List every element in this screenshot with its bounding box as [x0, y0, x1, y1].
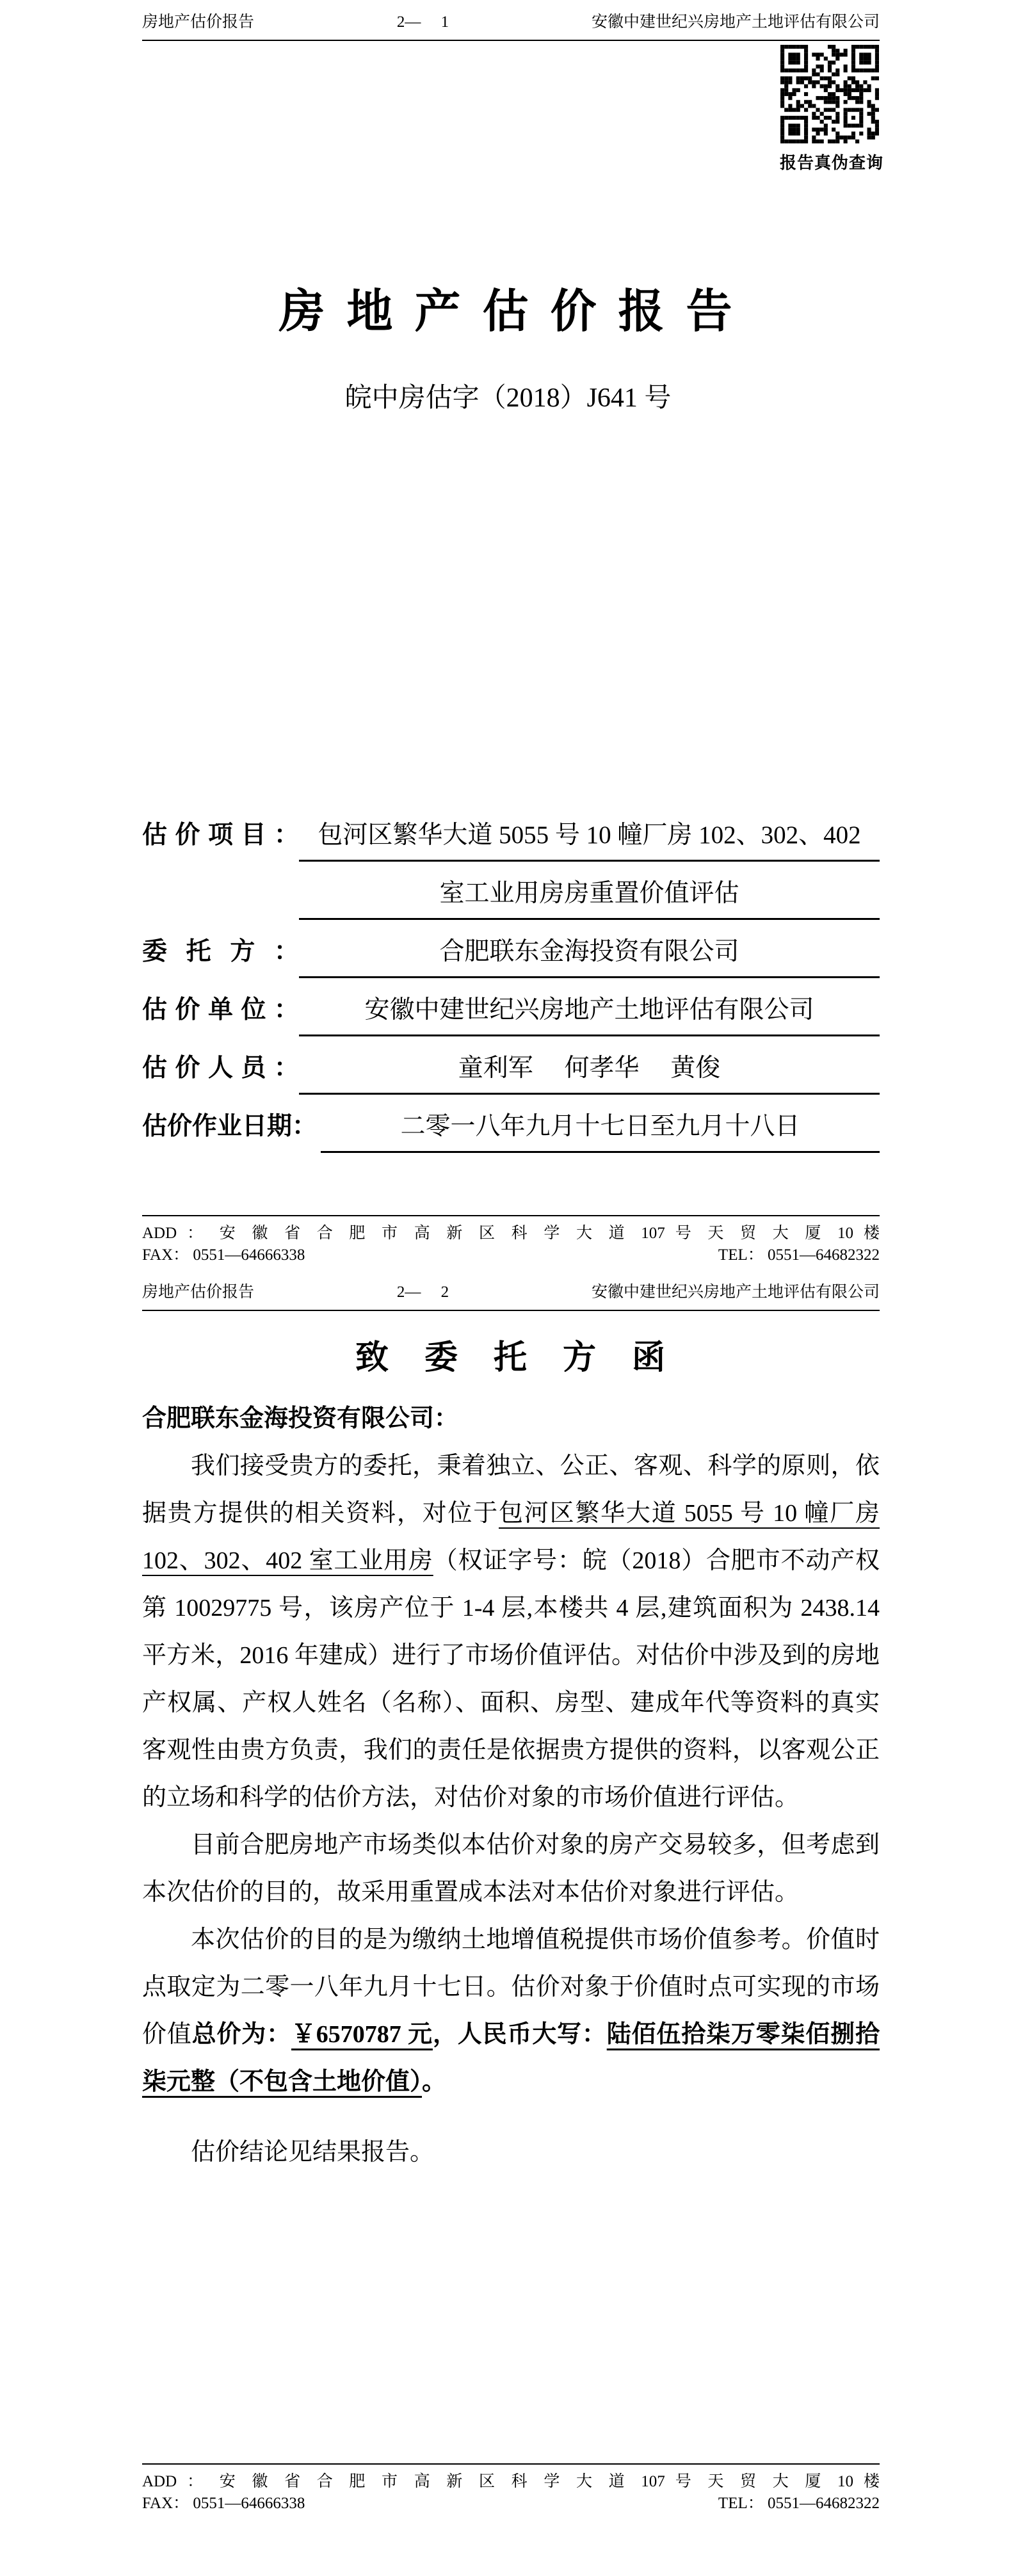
field-agency-value: 安徽中建世纪兴房地产土地评估有限公司 — [299, 978, 880, 1036]
page2-footer — [142, 2463, 880, 2515]
qr-verification-block — [780, 45, 884, 173]
footer-contact-row — [142, 1244, 880, 1266]
field-project — [142, 803, 880, 920]
field-project-values — [299, 803, 880, 920]
paragraph-1 — [142, 1442, 880, 1821]
amount-words-label: ，人民币大写： — [432, 2021, 607, 2048]
field-project-value-line2: 室工业用房房重置价值评估 — [299, 862, 880, 920]
qr-caption: 报告真伪查询 — [780, 154, 884, 172]
field-client-value: 合肥联东金海投资有限公司 — [299, 920, 880, 978]
header-page-number: 2— 2 — [396, 1284, 449, 1301]
footer-contact-row — [142, 2493, 880, 2515]
report-number: 皖中房估字（2018）J641 号 — [344, 383, 672, 413]
footer-fax: FAX： 0551—64666338 — [142, 1246, 305, 1264]
letter-body — [142, 1335, 880, 2176]
page1-footer — [142, 1215, 880, 1266]
field-project-label: 估价项目： — [142, 821, 299, 849]
property-description-underlined: 包河区繁华大道 5055 号 10 幢厂房 102、302、402 室工业用房 — [142, 1500, 880, 1574]
footer-address: ADD ： 安 徽 省 合 肥 市 高 新 区 科 学 大 道 107 号 天 贸 大 厦 10 楼 — [142, 1225, 880, 1242]
field-appraisers-label: 估价人员： — [142, 1054, 299, 1082]
cover-fields — [142, 803, 880, 1153]
total-price-label: 总价为： — [191, 2021, 291, 2048]
paragraph-3 — [142, 1916, 880, 2105]
header-left-title: 房地产估价报告 — [142, 1284, 255, 1301]
field-project-value-line1: 包河区繁华大道 5055 号 10 幢厂房 102、302、402 — [299, 803, 880, 862]
amount-words: 陆佰伍拾柒万零柒佰捌拾柒元整（不包含土地价值） — [142, 2021, 880, 2095]
amount-figure: ￥6570787 元 — [291, 2021, 433, 2048]
paragraph-3-period: 。 — [422, 2068, 447, 2095]
field-appraisers-value: 童利军 何孝华 黄俊 — [299, 1036, 880, 1095]
paragraph-3-lead: 本次估价的目的是为缴纳土地增值税提供市场价值参考。价值时点取定为二零一八年九月十七日。估价对象于价值时点可实现的市场价值 — [142, 1926, 880, 2048]
field-work-date — [142, 1095, 880, 1153]
letter-title: 致 委 托 方 函 — [355, 1340, 666, 1376]
salutation: 合肥联东金海投资有限公司： — [142, 1405, 459, 1432]
field-client — [142, 920, 880, 978]
field-work-date-label: 估价作业日期： — [142, 1113, 318, 1140]
header-company-name: 安徽中建世纪兴房地产土地评估有限公司 — [591, 13, 880, 31]
paragraph-4: 估价结论见结果报告。 — [191, 2139, 435, 2166]
report-title: 房 地 产 估 价 报 告 — [278, 286, 738, 337]
field-appraisers — [142, 1036, 880, 1095]
footer-address: ADD ： 安 徽 省 合 肥 市 高 新 区 科 学 大 道 107 号 天 贸 大 厦 10 楼 — [142, 2473, 880, 2490]
paragraph-2: 目前合肥房地产市场类似本估价对象的房产交易较多，但考虑到本次估价的目的，故采用重置成本法对本估价对象进行评估。 — [142, 1831, 880, 1906]
footer-tel: TEL： 0551—64682322 — [718, 2495, 880, 2512]
field-agency-label: 估价单位： — [142, 996, 299, 1024]
page2-header — [142, 1279, 880, 1311]
header-left-title: 房地产估价报告 — [142, 13, 255, 31]
field-work-date-value: 二零一八年九月十七日至九月十八日 — [321, 1095, 880, 1153]
page1-header — [142, 9, 880, 41]
footer-tel: TEL： 0551—64682322 — [718, 1246, 880, 1264]
field-agency — [142, 978, 880, 1036]
header-company-name: 安徽中建世纪兴房地产土地评估有限公司 — [591, 1284, 880, 1301]
qr-code-image — [780, 45, 879, 143]
paragraph-1-lead: 我们接受贵方的委托，秉着独立、公正、客观、科学的原则，依据贵方提供的相关资料，对位于 — [142, 1453, 880, 1527]
field-client-label: 委托方： — [142, 938, 299, 965]
header-page-number: 2— 1 — [396, 13, 449, 31]
footer-fax: FAX： 0551—64666338 — [142, 2495, 305, 2512]
paragraph-1-rest: （权证字号：皖（2018）合肥市不动产权第 10029775 号，该房产位于 1-4 层,本楼共 4 层,建筑面积为 2438.14 平方米，2016 年建成）进行了市场价值评估。对估价中涉及到的房地产权属、产权人姓名（名称）、面积、房型、建成年代等资料的真实客观性由贵方负责，我们的责任是依据贵方提供的资料，以客观公正的立场和科学的估价方法，对估价对象的市场价值进行评估。 — [142, 1547, 880, 1811]
